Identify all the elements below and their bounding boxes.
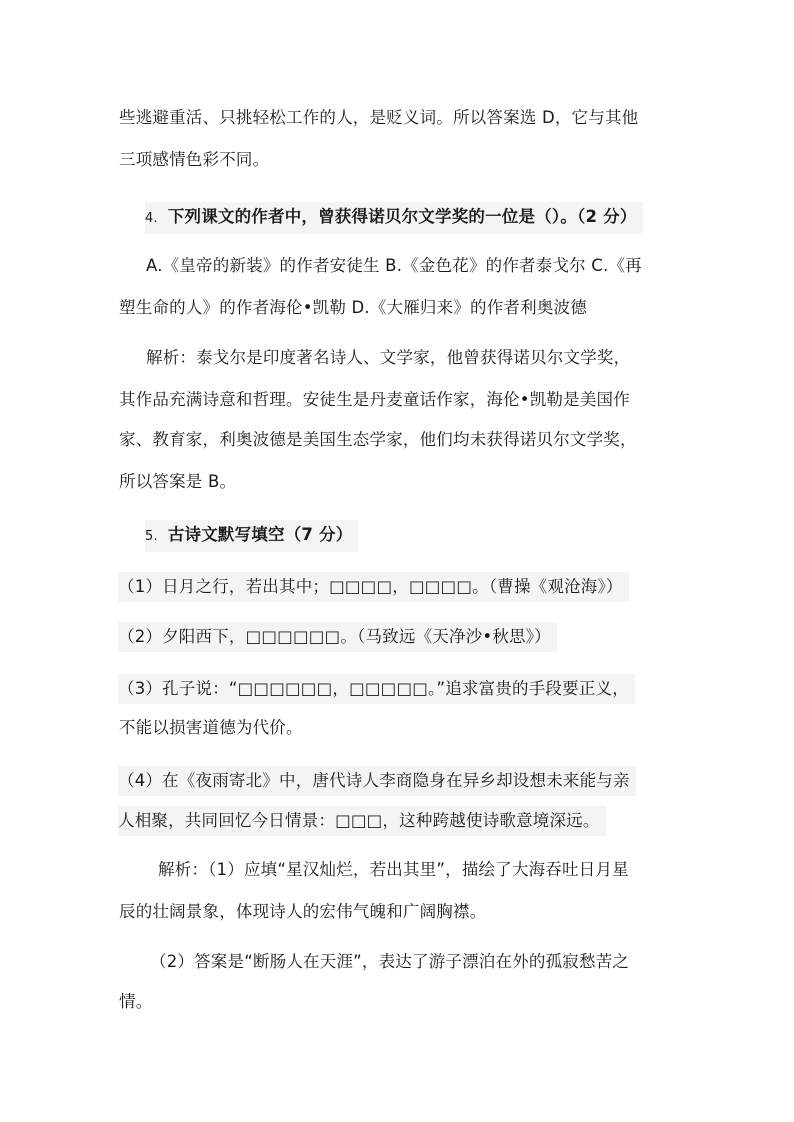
fill-blank-line: （1）日月之行，若出其中；□□□□，□□□□。（曹操《观沧海》）: [118, 572, 629, 602]
fill-blank-line: （3）孔子说：“□□□□□□，□□□□□。”追求富贵的手段要正义，: [118, 674, 635, 704]
question-text: 古诗文默写填空（7 分）: [167, 525, 353, 544]
question-4-title: [145, 202, 643, 234]
analysis-line: 情。: [119, 992, 153, 1011]
fill-blank-line: （4）在《夜雨寄北》中，唐代诗人李商隐身在异乡却设想未来能与亲: [118, 766, 636, 796]
text-line: 三项感情色彩不同。: [119, 150, 270, 169]
analysis-line: 家、教育家，利奥波德是美国生态学家，他们均未获得诺贝尔文学奖，: [119, 430, 637, 449]
fill-blank-line: （2）夕阳西下，□□□□□□。（马致远《天净沙•秋思》）: [118, 622, 557, 652]
analysis-line: （2）答案是“断肠人在天涯”，表达了游子漂泊在外的孤寂愁苦之: [150, 952, 630, 971]
analysis-line: 所以答案是 B。: [119, 472, 237, 491]
analysis-line: 解析：（1）应填“星汉灿烂，若出其里”，描绘了大海吞吐日月星: [158, 860, 629, 879]
analysis-line: 解析：泰戈尔是印度著名诗人、文学家，他曾获得诺贝尔文学奖，: [146, 348, 631, 367]
option-line: A.《皇帝的新装》的作者安徒生 B.《金色花》的作者泰戈尔 C.《再: [146, 256, 642, 275]
question-number: 5.: [145, 529, 158, 544]
question-number: 4.: [145, 211, 158, 226]
text-line: 些逃避重活、只挑轻松工作的人，是贬义词。所以答案选 D，它与其他: [119, 108, 639, 127]
question-5-title: [145, 520, 358, 552]
fill-blank-line: 不能以损害道德为代价。: [119, 718, 303, 737]
question-text: 下列课文的作者中，曾获得诺贝尔文学奖的一位是（）。（2 分）: [167, 207, 637, 226]
fill-blank-line: 人相聚，共同回忆今日情景：□□□，这种跨越使诗歌意境深远。: [118, 806, 606, 836]
analysis-line: 辰的壮阔景象，体现诗人的宏伟气魄和广阔胸襟。: [119, 902, 487, 921]
option-line: 塑生命的人》的作者海伦•凯勒 D.《大雁归来》的作者利奥波德: [119, 298, 587, 317]
analysis-line: 其作品充满诗意和哲理。安徒生是丹麦童话作家，海伦•凯勒是美国作: [119, 390, 630, 409]
